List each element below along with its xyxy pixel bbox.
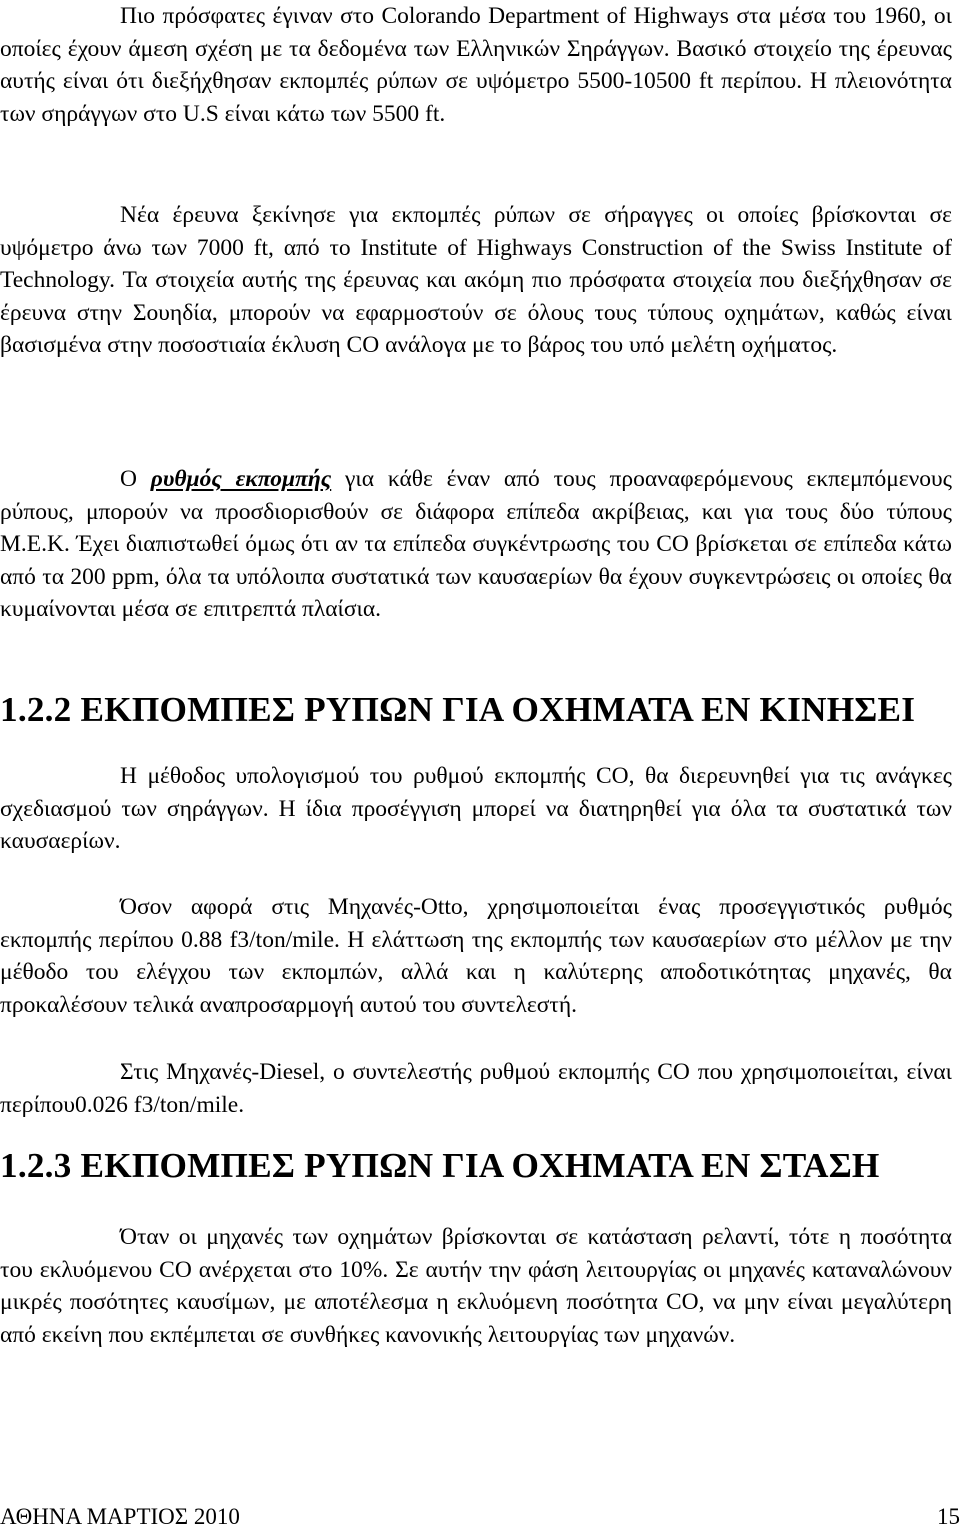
paragraph-co-method: Η μέθοδος υπολογισμού του ρυθμού εκπομπής CO, θα διερευνηθεί για τις ανάγκες σχεδιασμού των σηράγγων. Η ίδια προσέγγιση μπορεί να διατηρηθεί για όλα τα συστατικά των καυσαερίων. [0,763,952,854]
footer-page-number: 15 [937,1504,960,1529]
section-heading-1-2-2: 1.2.2 ΕΚΠΟΜΠΕΣ ΡΥΠΩΝ ΓΙΑ ΟΧΗΜΑΤΑ ΕΝ ΚΙΝΗΣΕΙ [0,690,916,729]
footer-date: ΑΘΗΝΑ ΜΑΡΤΙΟΣ 2010 [0,1504,240,1529]
paragraph-colorado-research: Πιο πρόσφατες έγιναν στο Colorando Department of Highways στα μέσα του 1960, οι οποίες έχουν άμεση σχέση με τα δεδομένα των Ελληνικών Σηράγγων. Βασικό στοιχείο της έρευνας αυτής είναι ότι διεξήχθησαν εκπομπές ρύπων σε υψόμετρο 5500-10500 ft περίπου. Η πλειονότητα των σηράγγων στο U.S είναι κάτω των 5500 ft. [0,3,952,127]
paragraph-otto-engines: Όσον αφορά στις Μηχανές-Otto, χρησιμοποιείται ένας προσεγγιστικός ρυθμός εκπομπής περίπου 0.88 f3/ton/mile. Η ελάττωση της εκπομπής των καυσαερίων στο μέλλον με την μέθοδο του ελέγχου των εκπομπών, αλλά και η καλύτερης αποδοτικότητας μηχανές, θα προκαλέσουν τελικά αναπροσαρμογή αυτού του συντελεστή. [0,894,952,1018]
paragraph-emission-rate-start: Ο [120,466,151,492]
paragraph-idle-engines: Όταν οι μηχανές των οχημάτων βρίσκονται σε κατάσταση ρελαντί, τότε η ποσότητα του εκλυόμενου CO ανέρχεται στο 10%. Σε αυτήν την φάση λειτουργίας οι μηχανές καταναλώνουν μικρές ποσότητες καυσίμων, με αποτέλεσμα η εκλυόμενη ποσότητα CO, να μην είναι μεγαλύτερη από εκείνη που εκπέμπεται σε συνθήκες κανονικής λειτουργίας των μηχανών. [0,1224,952,1348]
section-heading-1-2-3: 1.2.3 ΕΚΠΟΜΠΕΣ ΡΥΠΩΝ ΓΙΑ ΟΧΗΜΑΤΑ ΕΝ ΣΤΑΣΗ [0,1146,880,1185]
paragraph-diesel-engines: Στις Μηχανές-Diesel, ο συντελεστής ρυθμού εκπομπής CO που χρησιμοποιείται, είναι περίπου0.026 f3/ton/mile. [0,1059,952,1118]
paragraph-emission-rate [0,463,952,626]
paragraph-emission-rate-rest: για κάθε έναν από τους προαναφερόμενους εκπεμπόμενους ρύπους, μπορούν να προσδιορισθούν σε διάφορα επίπεδα ακρίβειας, και για τους δύο τύπους Μ.Ε.Κ. Έχει διαπιστωθεί όμως ότι αν τα επίπεδα συγκέντρωσης του CO βρίσκεται σε επίπεδα κάτω από τα 200 ppm, όλα τα υπόλοιπα συστατικά των καυσαερίων θα έχουν συγκεντρώσεις οι οποίες θα κυμαίνονται μέσα σε επιτρεπτά πλαίσια. [0,466,952,622]
paragraph-swiss-research: Νέα έρευνα ξεκίνησε για εκπομπές ρύπων σε σήραγγες οι οποίες βρίσκονται σε υψόμετρο άνω των 7000 ft, από το Institute of Highways Construction of the Swiss Institute of Technology. Τα στοιχεία αυτής της έρευνας και ακόμη πιο πρόσφατα στοιχεία που διεξήχθησαν σε έρευνα στην Σουηδία, μπορούν να εφαρμοστούν σε όλους τους τύπους οχημάτων, καθώς είναι βασισμένα στην ποσοστιαία έκλυση CO ανάλογα με το βάρος του υπό μελέτη οχήματος. [0,202,952,358]
emission-rate-term: ρυθμός εκπομπής [150,466,332,492]
